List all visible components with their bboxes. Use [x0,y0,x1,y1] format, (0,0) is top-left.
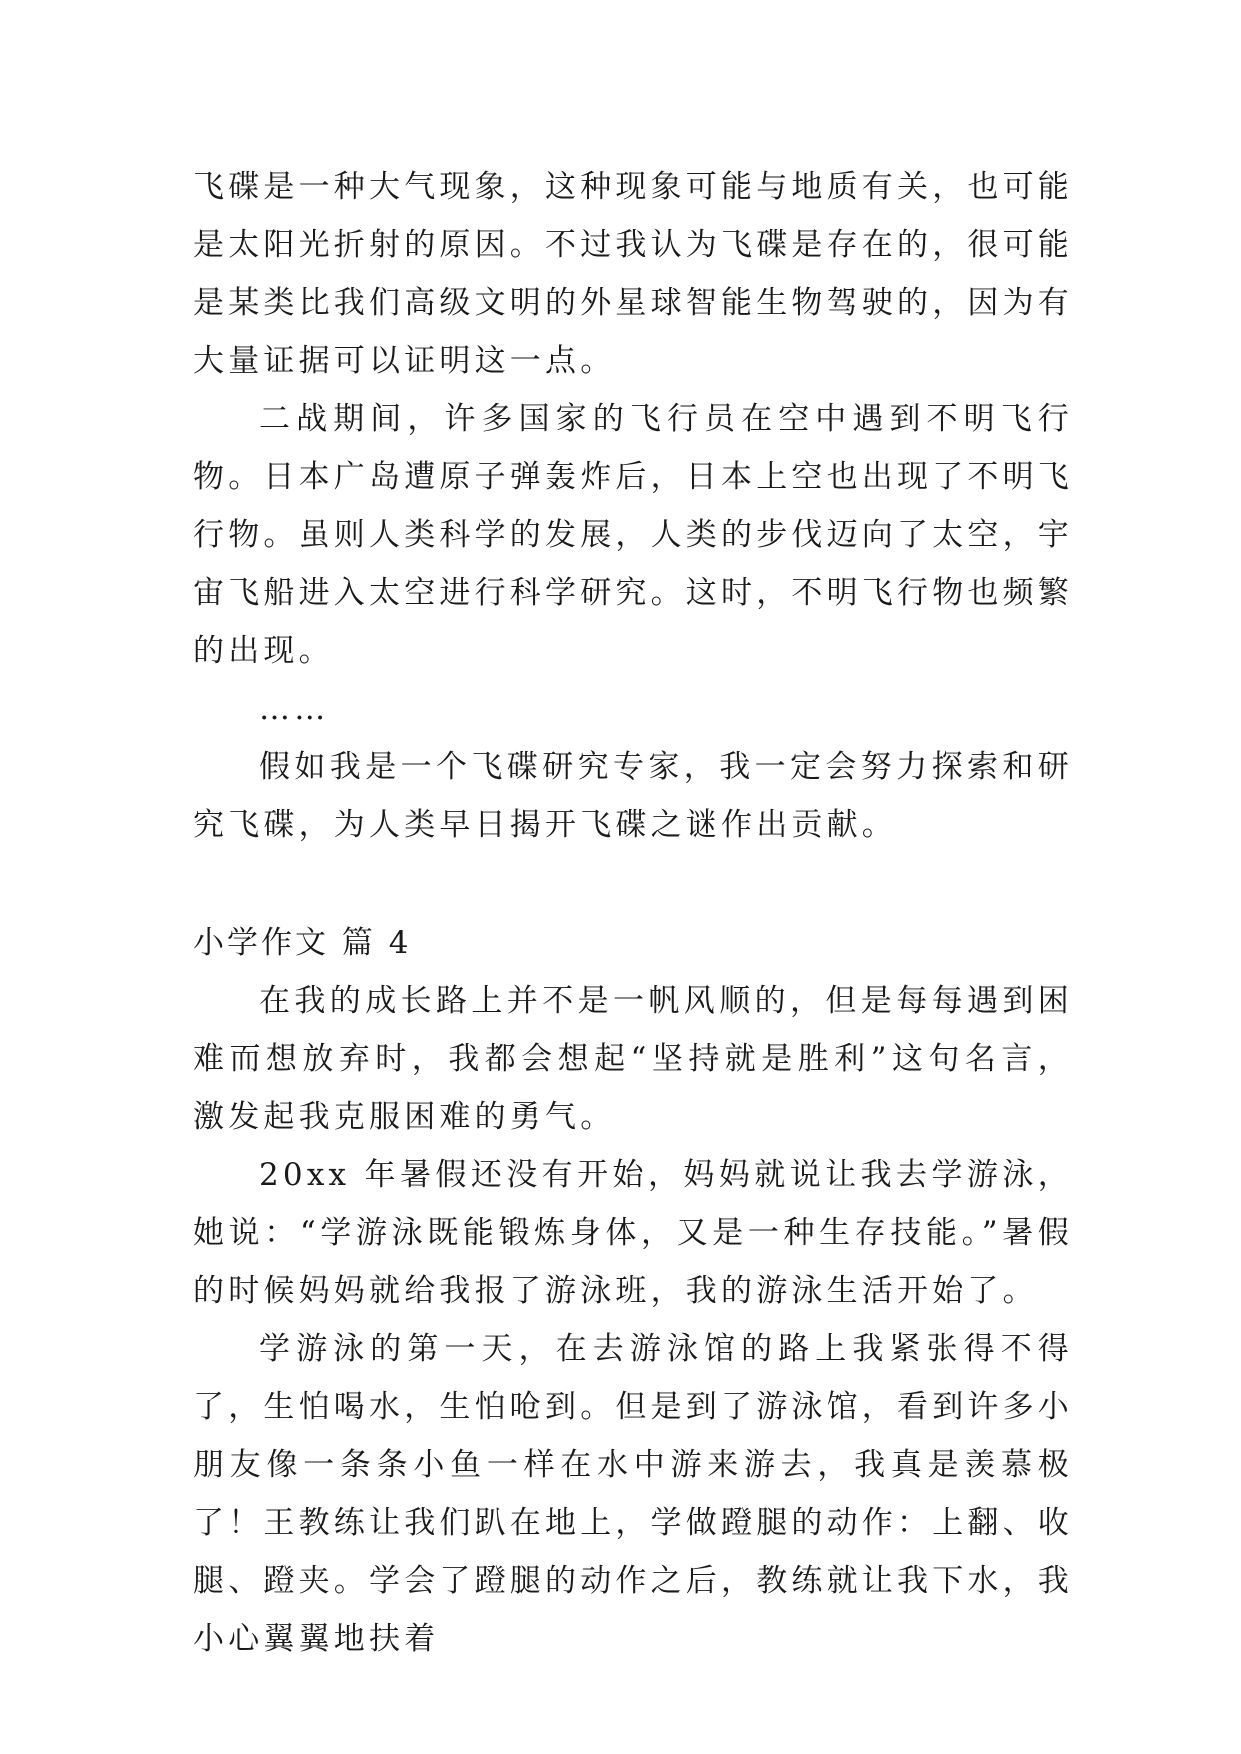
paragraph-ufo-researcher: 假如我是一个飞碟研究专家，我一定会努力探索和研究飞碟，为人类早日揭开飞碟之谜作出贡献。 [193,749,1073,843]
document-body [193,158,1073,1668]
paragraph-first-day: 学游泳的第一天，在去游泳馆的路上我紧张得不得了，生怕喝水，生怕呛到。但是到了游泳馆，看到许多小朋友像一条条小鱼一样在水中游来游去，我真是羡慕极了！王教练让我们趴在地上，学做蹬腿的动作：上翻、收腿、蹬夹。学会了蹬腿的动作之后，教练就让我下水，我小心翼翼地扶着 [193,1331,1073,1657]
ellipsis-marker: …… [259,691,330,727]
paragraph-ww2-sightings: 二战期间，许多国家的飞行员在空中遇到不明飞行物。日本广岛遭原子弹轰炸后，日本上空也出现了不明飞行物。虽则人类科学的发展，人类的步伐迈向了太空，宇宙飞船进入太空进行科学研究。这时，不明飞行物也频繁的出现。 [193,401,1073,669]
paragraph-summer-swimming: 20xx 年暑假还没有开始，妈妈就说让我去学游泳，她说：“学游泳既能锻炼身体，又是一种生存技能。”暑假的时候妈妈就给我报了游泳班，我的游泳生活开始了。 [193,1157,1073,1309]
section-spacer [193,854,1073,914]
section-title: 小学作文 篇 4 [193,925,412,961]
paragraph-growth-path: 在我的成长路上并不是一帆风顺的，但是每每遇到困难而想放弃时，我都会想起“坚持就是胜利”这句名言，激发起我克服困难的勇气。 [193,983,1073,1135]
paragraph-ufo-theory: 飞碟是一种大气现象，这种现象可能与地质有关，也可能是太阳光折射的原因。不过我认为飞碟是存在的，很可能是某类比我们高级文明的外星球智能生物驾驶的，因为有大量证据可以证明这一点。 [193,169,1073,379]
